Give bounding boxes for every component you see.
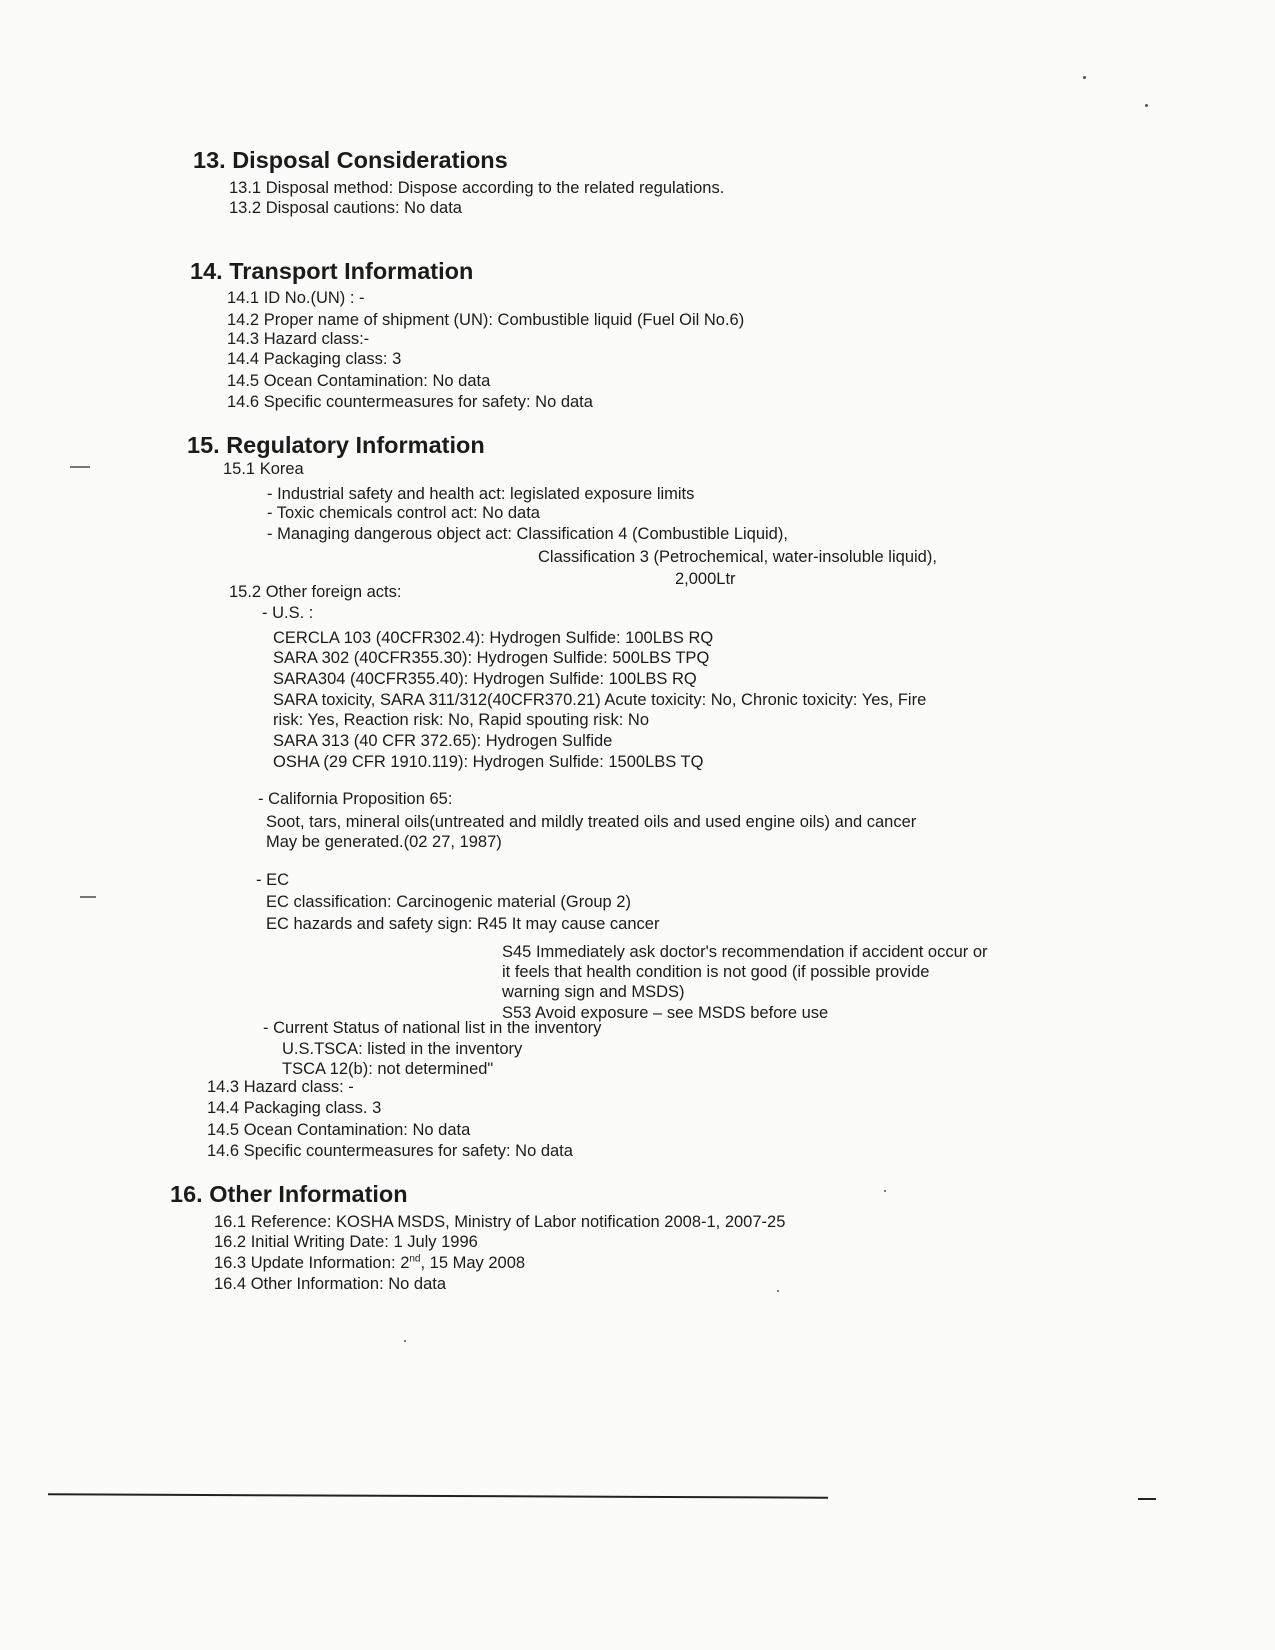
speck xyxy=(1145,104,1148,107)
edge-mark xyxy=(1138,1498,1156,1500)
tail-item: 14.3 Hazard class: - xyxy=(207,1078,354,1096)
korea-item-3-cont: Classification 3 (Petrochemical, water-insoluble liquid), xyxy=(538,548,937,566)
california-line: May be generated.(02 27, 1987) xyxy=(266,833,502,851)
bottom-rule xyxy=(48,1493,828,1498)
section-16-heading: 16. Other Information xyxy=(170,1181,408,1207)
california-title: - California Proposition 65: xyxy=(258,790,453,808)
edge-mark xyxy=(70,466,90,468)
foreign-acts-title: 15.2 Other foreign acts: xyxy=(229,583,402,601)
item-16-2: 16.2 Initial Writing Date: 1 July 1996 xyxy=(214,1233,478,1251)
us-title: - U.S. : xyxy=(262,604,314,622)
item-14-6: 14.6 Specific countermeasures for safety: No data xyxy=(227,393,593,411)
inventory-item: TSCA 12(b): not determined" xyxy=(282,1060,494,1078)
us-item: CERCLA 103 (40CFR302.4): Hydrogen Sulfide: 100LBS RQ xyxy=(273,629,714,647)
us-item: risk: Yes, Reaction risk: No, Rapid spouting risk: No xyxy=(273,711,649,729)
tail-item: 14.5 Ocean Contamination: No data xyxy=(207,1121,471,1139)
korea-item-3-volume: 2,000Ltr xyxy=(675,570,736,588)
item-13-1: 13.1 Disposal method: Dispose according to the related regulations. xyxy=(229,179,725,197)
item-14-5: 14.5 Ocean Contamination: No data xyxy=(227,372,491,390)
korea-item-1: - Industrial safety and health act: legislated exposure limits xyxy=(267,485,695,503)
tail-item: 14.6 Specific countermeasures for safety: No data xyxy=(207,1142,573,1160)
speck xyxy=(1083,76,1086,79)
item-14-3: 14.3 Hazard class:- xyxy=(227,330,370,348)
ec-safety-sign: EC hazards and safety sign: R45 It may cause cancer xyxy=(266,915,660,933)
item-13-2: 13.2 Disposal cautions: No data xyxy=(229,199,462,217)
speck xyxy=(884,1190,886,1192)
section-13-heading: 13. Disposal Considerations xyxy=(193,147,508,173)
edge-mark xyxy=(80,896,96,898)
speck xyxy=(777,1290,779,1292)
us-item: SARA toxicity, SARA 311/312(40CFR370.21) Acute toxicity: No, Chronic toxicity: Yes, Fire xyxy=(273,691,927,709)
item-16-3 xyxy=(214,1253,525,1273)
item-14-4: 14.4 Packaging class: 3 xyxy=(227,350,402,368)
us-item: SARA 313 (40 CFR 372.65): Hydrogen Sulfide xyxy=(273,732,613,750)
korea-item-2: - Toxic chemicals control act: No data xyxy=(267,504,540,522)
korea-title: 15.1 Korea xyxy=(223,460,304,478)
ec-s45: S45 Immediately ask doctor's recommendation if accident occur or it feels that health condition is not good (if possible provide warning sign and MSDS) xyxy=(502,943,988,1001)
ec-s53: S53 Avoid exposure – see MSDS before use xyxy=(502,1004,829,1022)
california-line: Soot, tars, mineral oils(untreated and mildly treated oils and used engine oils) and cancer xyxy=(266,813,917,831)
item-16-4: 16.4 Other Information: No data xyxy=(214,1275,447,1293)
ec-title: - EC xyxy=(256,871,289,889)
item-16-1: 16.1 Reference: KOSHA MSDS, Ministry of Labor notification 2008-1, 2007-25 xyxy=(214,1213,786,1231)
speck xyxy=(404,1340,406,1342)
update-info-text: 16.3 Update Information: 2 xyxy=(214,1254,410,1272)
ec-classification: EC classification: Carcinogenic material (Group 2) xyxy=(266,893,631,911)
inventory-item: U.S.TSCA: listed in the inventory xyxy=(282,1040,523,1058)
korea-item-3: - Managing dangerous object act: Classification 4 (Combustible Liquid), xyxy=(267,525,788,543)
us-item: OSHA (29 CFR 1910.119): Hydrogen Sulfide: 1500LBS TQ xyxy=(273,753,704,771)
update-info-date: , 15 May 2008 xyxy=(420,1254,526,1272)
us-item: SARA304 (40CFR355.40): Hydrogen Sulfide: 100LBS RQ xyxy=(273,670,697,688)
tail-item: 14.4 Packaging class. 3 xyxy=(207,1099,382,1117)
item-14-1: 14.1 ID No.(UN) : - xyxy=(227,289,365,307)
section-14-heading: 14. Transport Information xyxy=(190,258,474,284)
us-item: SARA 302 (40CFR355.30): Hydrogen Sulfide: 500LBS TPQ xyxy=(273,649,710,667)
item-14-2: 14.2 Proper name of shipment (UN): Combustible liquid (Fuel Oil No.6) xyxy=(227,311,745,329)
section-15-heading: 15. Regulatory Information xyxy=(187,432,485,458)
update-info-superscript: nd xyxy=(409,1253,421,1265)
inventory-title: - Current Status of national list in the inventory xyxy=(263,1019,602,1037)
